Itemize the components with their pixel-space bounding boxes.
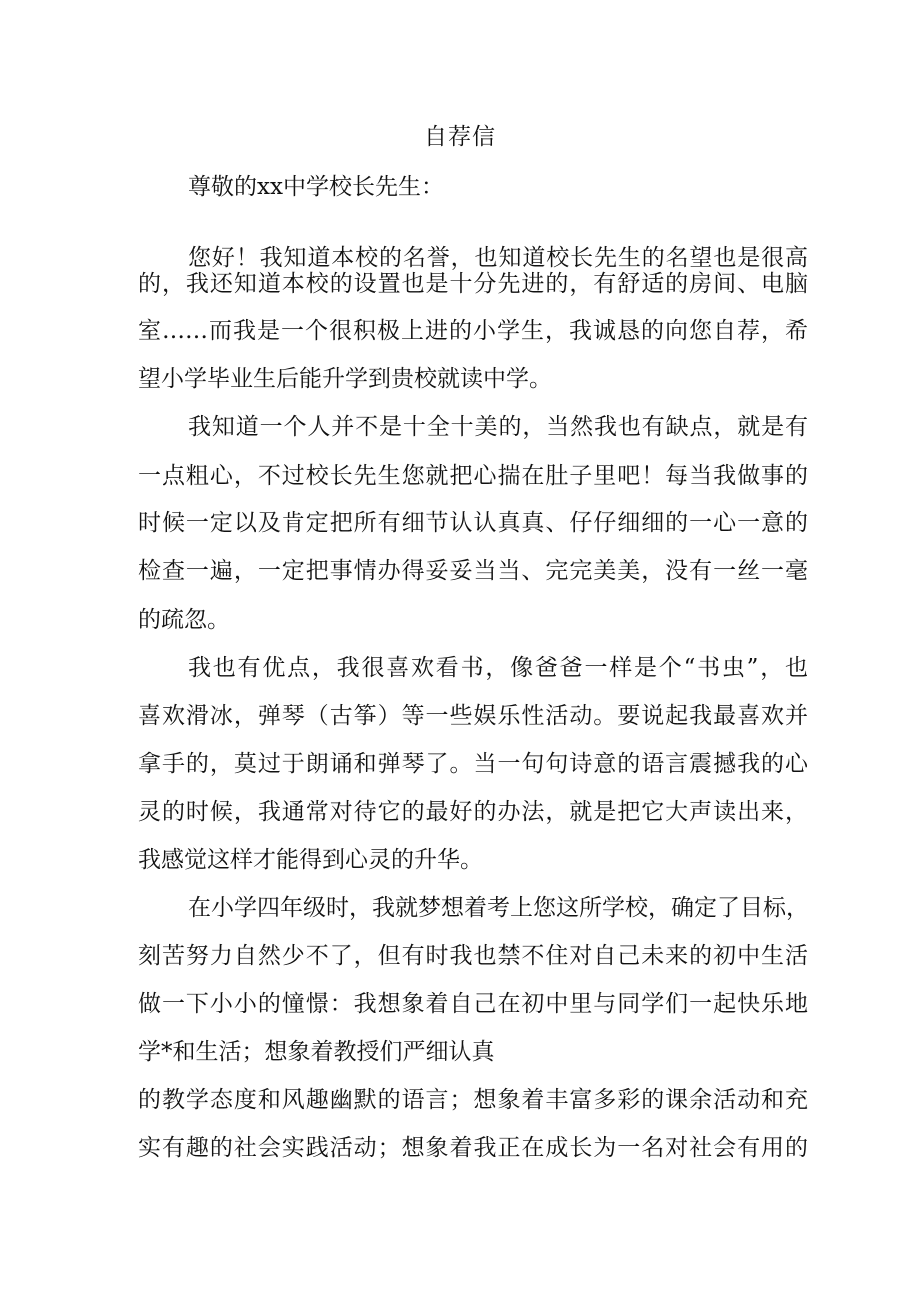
body-line: 时候一定以及肯定把所有细节认认真真、仔仔细细的一心一意的: [138, 510, 808, 536]
body-line: 在小学四年级时，我就梦想着考上您这所学校，确定了目标，: [188, 895, 809, 921]
body-line: 的教学态度和风趣幽默的语言；想象着丰富多彩的课余活动和充: [138, 1087, 808, 1113]
body-line: 望小学毕业生后能升学到贵校就读中学。: [138, 366, 552, 392]
body-line: 拿手的，莫过于朗诵和弹琴了。当一句句诗意的语言震撼我的心: [138, 751, 808, 777]
body-line: 的疏忽。: [138, 607, 230, 633]
body-line: 喜欢滑冰，弹琴（古筝）等一些娱乐性活动。要说起我最喜欢并: [138, 703, 808, 729]
body-line: 检查一遍，一定把事情办得妥妥当当、完完美美，没有一丝一毫: [138, 558, 808, 584]
body-line: 学*和生活；想象着教授们严细认真: [138, 1039, 495, 1065]
body-line: 一点粗心，不过校长先生您就把心揣在肚子里吧！每当我做事的: [138, 463, 808, 489]
body-line: 的，我还知道本校的设置也是十分先进的，有舒适的房间、电脑: [138, 271, 808, 297]
body-line: 刻苦努力自然少不了，但有时我也禁不住对自己未来的初中生活: [138, 943, 808, 969]
body-line: 做一下小小的憧憬：我想象着自己在初中里与同学们一起快乐地: [138, 991, 808, 1017]
body-line: 我感觉这样才能得到心灵的升华。: [138, 847, 483, 873]
body-line: 我知道一个人并不是十全十美的，当然我也有缺点，就是有: [188, 414, 808, 440]
salutation-line: 尊敬的xx中学校长先生：: [188, 174, 444, 200]
body-line: 灵的时候，我通常对待它的最好的办法，就是把它大声读出来，: [138, 799, 808, 825]
document-title: 自荐信: [424, 124, 496, 150]
body-line: 您好！我知道本校的名誉，也知道校长先生的名望也是很高: [188, 245, 808, 271]
body-line: 我也有优点，我很喜欢看书，像爸爸一样是个“书虫”，也: [188, 655, 808, 681]
body-line: 室……而我是一个很积极上进的小学生，我诚恳的向您自荐，希: [138, 318, 808, 344]
body-line: 实有趣的社会实践活动；想象着我正在成长为一名对社会有用的: [138, 1135, 808, 1161]
